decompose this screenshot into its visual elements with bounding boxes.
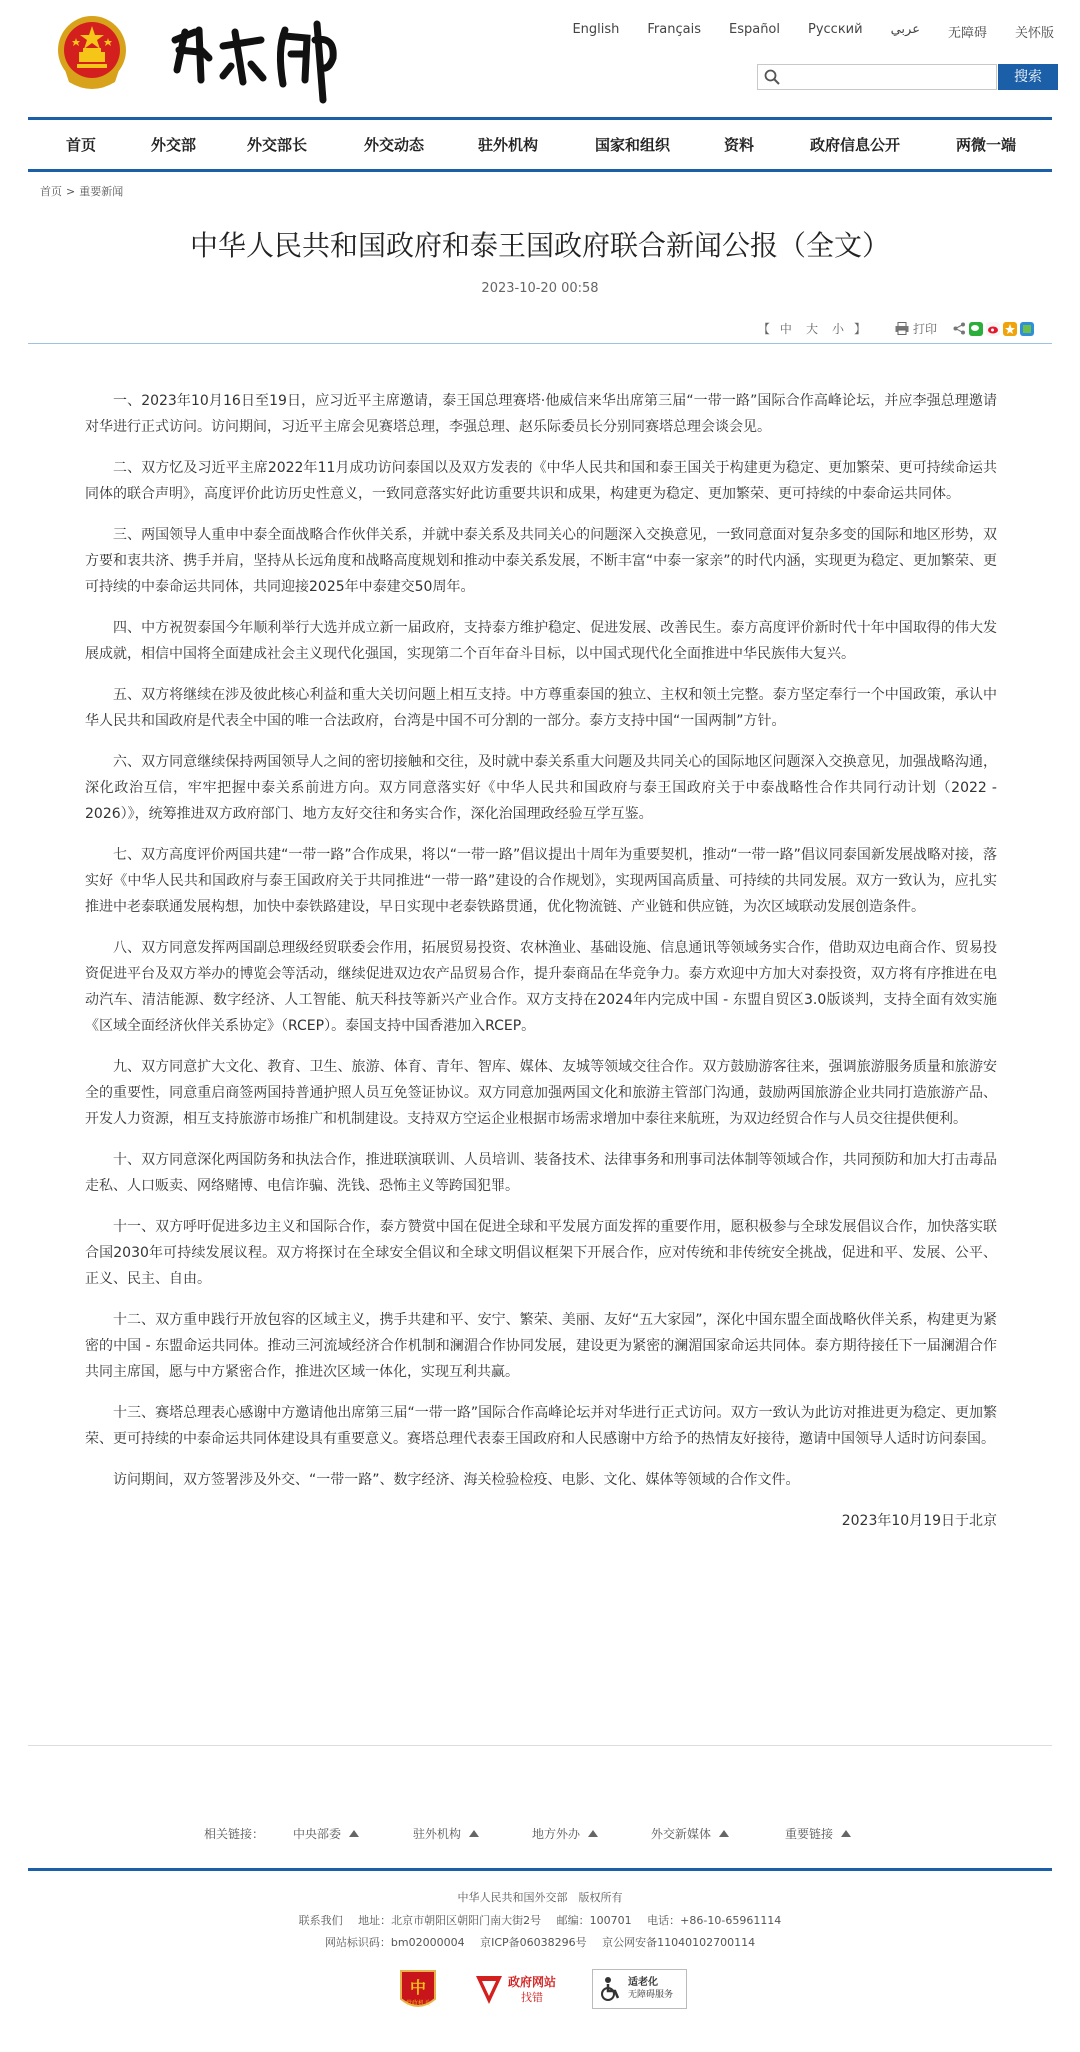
footer-copyright: 中华人民共和国外交部 版权所有 — [457, 1891, 623, 1904]
contact-us-link[interactable]: 联系我们 — [298, 1914, 343, 1927]
related-link-missions[interactable] — [413, 1825, 479, 1842]
lang-english[interactable]: English — [572, 22, 620, 37]
nav-item-gov-info[interactable]: 政府信息公开 — [810, 136, 901, 154]
footer-icp[interactable]: 京ICP备06038296号 — [480, 1936, 587, 1949]
page-title: 中华人民共和国政府和泰王国政府联合新闻公报（全文） — [189, 229, 890, 262]
search-icon — [763, 68, 781, 86]
breadcrumb-current[interactable]: 重要新闻 — [79, 185, 124, 198]
chevron-up-icon — [588, 1830, 598, 1837]
douban-icon[interactable] — [1020, 322, 1034, 336]
lang-arabic[interactable]: عربي — [890, 22, 920, 37]
font-size-medium[interactable]: 中 — [779, 322, 792, 336]
party-gov-badge[interactable] — [399, 1969, 437, 2013]
gov-website-error-badge[interactable] — [474, 1969, 566, 2011]
lang-french[interactable]: Français — [647, 22, 701, 37]
article-paragraph: 四、中方祝贺泰国今年顺利举行大选并成立新一届政府，支持泰方维护稳定、促进发展、改善民生。泰方高度评价新时代十年中国取得的伟大发展成就，相信中国将全面建成社会主义现代化强国，实现第二个百年奋斗目标，以中国式现代化全面推进中华民族伟大复兴。 — [85, 620, 997, 662]
accessibility-link[interactable]: 无障碍 — [947, 26, 987, 41]
nav-item-materials[interactable]: 资料 — [724, 136, 755, 154]
nav-item-media[interactable]: 两微一端 — [956, 136, 1017, 154]
lang-russian[interactable]: Русский — [808, 22, 863, 37]
print-label: 打印 — [912, 322, 937, 336]
footer-postcode: 邮编：100701 — [556, 1914, 632, 1927]
accessibility-sub: 无障碍服务 — [628, 1990, 674, 2000]
lang-spanish[interactable]: Español — [728, 22, 780, 37]
ministry-calligraphy-logo[interactable] — [165, 10, 365, 110]
related-link-text: 地方外办 — [532, 1827, 581, 1841]
related-link-text: 重要链接 — [785, 1827, 834, 1841]
share-bar — [953, 322, 1034, 336]
article-paragraph: 九、双方同意扩大文化、教育、卫生、旅游、体育、青年、智库、媒体、友城等领域交往合作。双方鼓励游客往来，强调旅游服务质量和旅游安全的重要性，同意重启商签两国持普通护照人员互免签证协议。双方同意加强两国文化和旅游主管部门沟通，鼓励两国旅游企业共同打造旅游产品、开发人力资源，相互支持旅游市场推广和机制建设。支持双方空运企业根据市场需求增加中泰往来航班，为双边经贸合作与人员交往提供便利。 — [85, 1059, 997, 1127]
article-paragraph: 十一、双方呼吁促进多边主义和国际合作，泰方赞赏中国在促进全球和平发展方面发挥的重要作用，愿积极参与全球发展倡议合作，加快落实联合国2030年可持续发展议程。双方将探讨在全球安全倡议和全球文明倡议框架下开展合作，应对传统和非传统安全挑战，促进和平、发展、公平、正义、民主、自由。 — [85, 1219, 997, 1287]
article-paragraph: 十二、双方重申践行开放包容的区域主义，携手共建和平、安宁、繁荣、美丽、友好“五大家园”，深化中国东盟全面战略伙伴关系，构建更为紧密的中国 - 东盟命运共同体。推动三河流域经济合作机制和澜湄合作协同发展，建设更为紧密的澜湄国家命运共同体。泰方期待接任下一届澜湄合作共同主席国，愿与中方紧密合作，推进次区域一体化，实现互利共赢。 — [85, 1312, 997, 1380]
breadcrumb-separator: > — [66, 185, 76, 198]
print-button[interactable] — [895, 320, 937, 337]
title-divider — [28, 343, 1052, 344]
qzone-icon[interactable] — [1003, 322, 1017, 336]
chevron-up-icon — [719, 1830, 729, 1837]
wheelchair-icon — [599, 1976, 623, 2002]
breadcrumb-home[interactable]: 首页 — [40, 185, 62, 198]
wechat-icon[interactable] — [969, 322, 983, 336]
article-tools — [755, 320, 1034, 337]
font-bracket-close: 】 — [853, 322, 866, 336]
footer-registration-line — [0, 1934, 1080, 1950]
font-size-small[interactable]: 小 — [831, 322, 844, 336]
gov-website-title: 政府网站 — [508, 1975, 557, 1989]
weibo-icon[interactable] — [986, 322, 1000, 336]
footer-divider — [28, 1868, 1052, 1871]
footer-site-code: 网站标识码：bm02000004 — [324, 1936, 465, 1949]
related-link-new-media[interactable] — [651, 1825, 729, 1842]
footer-address: 地址：北京市朝阳区朝阳门南大街2号 — [358, 1914, 542, 1927]
chevron-up-icon — [841, 1830, 851, 1837]
accessibility-title: 适老化 — [628, 1977, 658, 1988]
nav-item-home[interactable]: 首页 — [66, 136, 97, 154]
nav-item-diplomatic-news[interactable]: 外交动态 — [364, 136, 425, 154]
article-body — [85, 388, 997, 1549]
article-paragraph: 访问期间，双方签署涉及外交、“一带一路”、数字经济、海关检验检疫、电影、文化、媒体等领域的合作文件。 — [113, 1472, 800, 1488]
article-paragraph: 七、双方高度评价两国共建“一带一路”合作成果，将以“一带一路”倡议提出十周年为重要契机，推动“一带一路”倡议同泰国新发展战略对接，落实好《中华人民共和国政府与泰王国政府关于共同推进“一带一路”建设的合作规划》，实现两国高质量、可持续的共同发展。双方一致认为，应扎实推进中老泰联通发展构想，加快中泰铁路建设，早日实现中老泰铁路贯通，优化物流链、产业链和供应链，为次区域联动发展创造条件。 — [85, 847, 997, 915]
article-signature: 2023年10月19日于北京 — [841, 1513, 997, 1529]
gov-website-icon — [474, 1974, 504, 2006]
font-bracket-open: 【 — [757, 322, 770, 336]
footer-contact-line — [0, 1912, 1080, 1928]
main-nav — [28, 117, 1052, 172]
svg-text:中: 中 — [409, 1978, 427, 1997]
publish-date: 2023-10-20 00:58 — [481, 281, 599, 296]
language-switcher — [558, 22, 1054, 41]
search-box — [757, 64, 997, 90]
related-link-text: 驻外机构 — [413, 1827, 462, 1841]
footer-phone: 电话：+86-10-65961114 — [647, 1914, 782, 1927]
search-input[interactable] — [781, 66, 996, 88]
footer-police-record[interactable]: 京公网安备11040102700114 — [602, 1936, 756, 1949]
nav-item-ministry[interactable]: 外交部 — [151, 136, 197, 154]
breadcrumb — [40, 183, 123, 199]
national-emblem-logo[interactable] — [55, 12, 129, 92]
accessibility-service-badge[interactable] — [592, 1969, 687, 2009]
article-paragraph: 十、双方同意深化两国防务和执法合作，推进联演联训、人员培训、装备技术、法律事务和刑事司法体制等领域合作，共同预防和加大打击毒品走私、人口贩卖、网络赌博、电信诈骗、洗钱、恐怖主义等跨国犯罪。 — [85, 1152, 997, 1194]
font-size-large[interactable]: 大 — [805, 322, 818, 336]
share-icon[interactable] — [953, 322, 966, 335]
nav-item-countries[interactable]: 国家和组织 — [595, 136, 671, 154]
chevron-up-icon — [469, 1830, 479, 1837]
article-paragraph: 八、双方同意发挥两国副总理级经贸联委会作用，拓展贸易投资、农林渔业、基础设施、信息通讯等领域务实合作，借助双边电商合作、贸易投资促进平台及双方举办的博览会等活动，继续促进双边农产品贸易合作，提升泰商品在华竞争力。泰方欢迎中方加大对泰投资，双方将有序推进在电动汽车、清洁能源、数字经济、人工智能、航天科技等新兴产业合作。双方支持在2024年内完成中国 - 东盟自贸区3.0版谈判，支持全面有效实施《区域全面经济伙伴关系协定》（RCEP）。泰国支持中国香港加入RCEP。 — [85, 940, 997, 1034]
chevron-up-icon — [349, 1830, 359, 1837]
article-paragraph: 五、双方将继续在涉及彼此核心利益和重大关切问题上相互支持。中方尊重泰国的独立、主权和领土完整。泰方坚定奉行一个中国政策，承认中华人民共和国政府是代表全中国的唯一合法政府，台湾是中国不可分割的一部分。泰方支持中国“一国两制”方针。 — [85, 687, 997, 729]
related-link-local-foreign-affairs[interactable] — [532, 1825, 598, 1842]
nav-item-minister[interactable]: 外交部长 — [247, 136, 308, 154]
related-link-important[interactable] — [785, 1825, 851, 1842]
article-paragraph: 十三、赛塔总理表心感谢中方邀请他出席第三届“一带一路”国际合作高峰论坛并对华进行正式访问。双方一致认为此访对推进更为稳定、更加繁荣、更可持续的中泰命运共同体建设具有重要意义。赛塔总理代表泰王国政府和人民感谢中方给予的热情友好接待，邀请中国领导人适时访问泰国。 — [85, 1405, 997, 1447]
gov-website-sub: 找错 — [521, 1991, 543, 2004]
related-links-label: 相关链接： — [204, 1827, 265, 1841]
article-paragraph: 三、两国领导人重申中泰全面战略合作伙伴关系，并就中泰关系及共同关心的问题深入交换意见，一致同意面对复杂多变的国际和地区形势，双方要和衷共济、携手并肩，坚持从长远角度和战略高度规划和推动中泰关系发展，不断丰富“中泰一家亲”的时代内涵，实现更为稳定、更加繁荣、更可持续的中泰命运共同体，共同迎接2025年中泰建交50周年。 — [85, 527, 997, 595]
article-paragraph: 六、双方同意继续保持两国领导人之间的密切接触和交往，及时就中泰关系重大问题及共同关心的国际地区问题深入交换意见，加强战略沟通，深化政治互信，牢牢把握中泰关系前进方向。双方同意落实好《中华人民共和国政府与泰王国政府关于中泰战略性合作共同行动计划（2022 - 2026）》，统筹推进双方政府部门、地方友好交往和务实合作，深化治国理政经验互学互鉴。 — [85, 754, 997, 822]
party-badge-text: 党政机关 — [405, 2000, 431, 2007]
print-icon — [895, 322, 909, 335]
related-link-text: 中央部委 — [293, 1827, 342, 1841]
search-button[interactable]: 搜索 — [998, 64, 1058, 90]
related-link-central-ministries[interactable] — [293, 1825, 359, 1842]
nav-item-missions[interactable]: 驻外机构 — [478, 136, 539, 154]
article-paragraph: 二、双方忆及习近平主席2022年11月成功访问泰国以及双方发表的《中华人民共和国和泰王国关于构建更为稳定、更加繁荣、更可持续命运共同体的联合声明》，高度评价此访历史性意义，一致同意落实好此访重要共识和成果，构建更为稳定、更加繁荣、更可持续的中泰命运共同体。 — [85, 460, 997, 502]
footer-top-divider — [28, 1745, 1052, 1746]
care-version-link[interactable]: 关怀版 — [1014, 26, 1054, 41]
related-link-text: 外交新媒体 — [651, 1827, 712, 1841]
article-paragraph: 一、2023年10月16日至19日，应习近平主席邀请，泰王国总理赛塔·他威信来华出席第三届“一带一路”国际合作高峰论坛，并应李强总理邀请对华进行正式访问。访问期间，习近平主席会见赛塔总理，李强总理、赵乐际委员长分别同赛塔总理会谈会见。 — [85, 393, 997, 435]
